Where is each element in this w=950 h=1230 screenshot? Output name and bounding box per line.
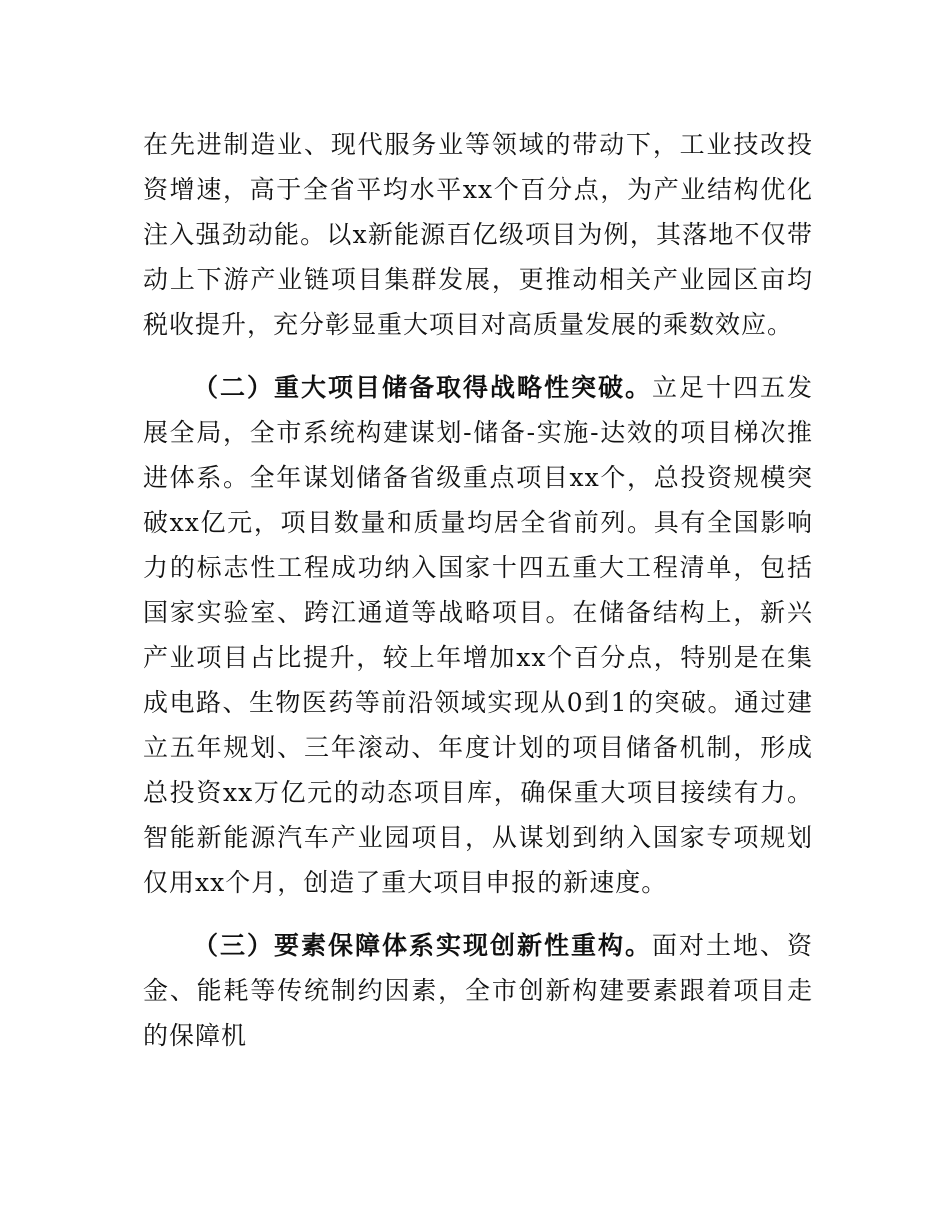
paragraph-text: 立足十四五发展全局，全市系统构建谋划-储备-实施-达效的项目梯次推进体系。全年谋划储备省级重点项目xx个，总投资规模突破xx亿元，项目数量和质量均居全省前列。具有全国影响力的标志性工程成功纳入国家十四五重大工程清单，包括国家实验室、跨江通道等战略项目。在储备结构上，新兴产业项目占比提升，较上年增加xx个百分点，特别是在集成电路、生物医药等前沿领域实现从0到1的突破。通过建立五年规划、三年滚动、年度计划的项目储备机制，形成总投资xx万亿元的动态项目库，确保重大项目接续有力。智能新能源汽车产业园项目，从谋划到纳入国家专项规划仅用xx个月，创造了重大项目申报的新速度。 <box>143 373 813 897</box>
document-body <box>143 122 813 1058</box>
paragraph-section-3 <box>143 923 813 1058</box>
paragraph-text: 面对土地、资金、能耗等传统制约因素，全市创新构建要素跟着项目走的保障机 <box>143 931 813 1050</box>
section-heading: （三）要素保障体系实现创新性重构。 <box>193 931 652 960</box>
paragraph-section-2 <box>143 365 813 905</box>
paragraph-text: 在先进制造业、现代服务业等领域的带动下，工业技改投资增速，高于全省平均水平xx个百分点，为产业结构优化注入强劲动能。以x新能源百亿级项目为例，其落地不仅带动上下游产业链项目集群发展，更推动相关产业园区亩均税收提升，充分彰显重大项目对高质量发展的乘数效应。 <box>143 130 813 339</box>
paragraph-continuation <box>143 122 813 347</box>
section-heading: （二）重大项目储备取得战略性突破。 <box>193 373 652 402</box>
